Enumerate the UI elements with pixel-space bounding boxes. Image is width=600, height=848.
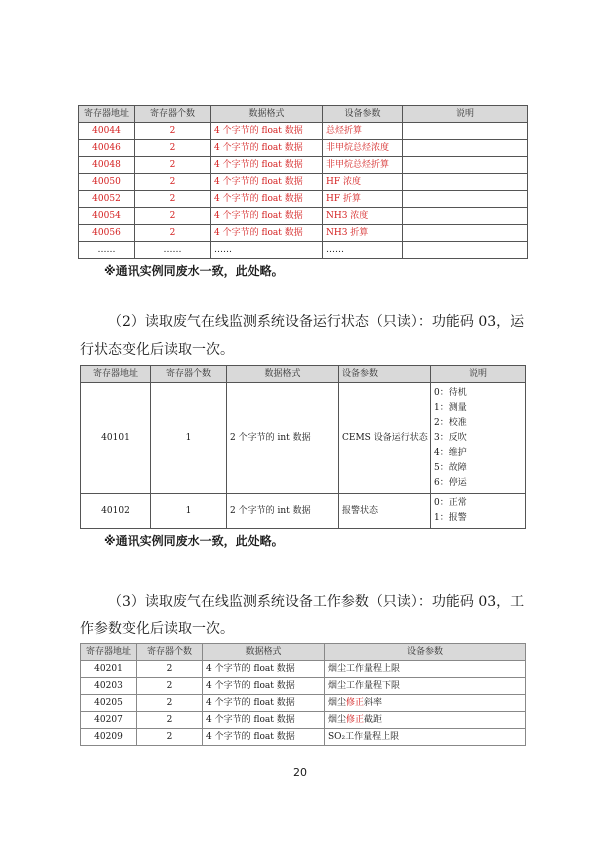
cell-param: [325, 678, 526, 695]
header-count: 寄存器个数: [151, 366, 227, 383]
alarm-code: 0：正常: [434, 498, 467, 508]
cell-address: 40207: [81, 712, 137, 729]
section-3-line2: 作参数变化后读取一次。: [80, 621, 234, 637]
cell-format: 4 个字节的 float 数据: [211, 225, 323, 242]
table-row: [81, 729, 526, 746]
register-table-run-status: [80, 365, 526, 529]
cell-address: 40102: [81, 494, 151, 529]
table-row: [79, 140, 528, 157]
cell-count: 2: [137, 661, 203, 678]
status-code: 0：待机: [434, 387, 467, 398]
param-highlight: 修正: [346, 698, 365, 708]
table-row: [81, 695, 526, 712]
cell-format: 4 个字节的 float 数据: [211, 208, 323, 225]
param-text: SO₂工作量程上限: [328, 732, 400, 742]
cell-count: 2: [137, 678, 203, 695]
cell-address: 40046: [79, 140, 135, 157]
table-row: [79, 157, 528, 174]
header-address: 寄存器地址: [79, 106, 135, 123]
cell-param: HF 折算: [323, 191, 403, 208]
cell-address: 40209: [81, 729, 137, 746]
cell-address: ……: [79, 242, 135, 259]
cell-address: 40050: [79, 174, 135, 191]
cell-count: 2: [137, 729, 203, 746]
cell-count: 1: [151, 494, 227, 529]
cell-desc: [403, 174, 528, 191]
header-address: 寄存器地址: [81, 644, 137, 661]
cell-address: 40201: [81, 661, 137, 678]
cell-param: 总烃折算: [323, 123, 403, 140]
header-desc: 说明: [403, 106, 528, 123]
header-format: 数据格式: [203, 644, 325, 661]
table-row: [81, 712, 526, 729]
cell-param: NH3 折算: [323, 225, 403, 242]
cell-format: 4 个字节的 float 数据: [211, 191, 323, 208]
cell-param: 非甲烷总烃浓度: [323, 140, 403, 157]
table-row: [79, 208, 528, 225]
header-count: 寄存器个数: [135, 106, 211, 123]
param-text-after: 截距: [364, 715, 383, 725]
cell-param: 报警状态: [339, 494, 431, 529]
header-format: 数据格式: [211, 106, 323, 123]
table-row-ellipsis: [79, 242, 528, 259]
register-table-emissions: [78, 105, 528, 259]
cell-count: ……: [135, 242, 211, 259]
cell-address: 40203: [81, 678, 137, 695]
cell-param: NH3 浓度: [323, 208, 403, 225]
cell-desc: [403, 123, 528, 140]
cell-format: 4 个字节的 float 数据: [203, 729, 325, 746]
cell-desc-alarm-codes: [431, 494, 526, 529]
cell-count: 2: [135, 140, 211, 157]
cell-count: 2: [135, 157, 211, 174]
cell-count: 1: [151, 383, 227, 494]
param-text: 烟尘工作量程上限: [328, 664, 401, 674]
cell-count: 2: [137, 695, 203, 712]
param-highlight: 修正: [346, 715, 365, 725]
cell-param: [325, 661, 526, 678]
cell-param: CEMS 设备运行状态: [339, 383, 431, 494]
table-row: [79, 225, 528, 242]
table-row: [81, 383, 526, 494]
cell-count: 2: [137, 712, 203, 729]
cell-param: [325, 712, 526, 729]
cell-desc: [403, 225, 528, 242]
status-code: 4：维护: [434, 447, 467, 458]
cell-format: 4 个字节的 float 数据: [203, 712, 325, 729]
status-code: 5：故障: [434, 462, 467, 473]
status-code: 6：停运: [434, 477, 467, 488]
register-table-work-params: [80, 643, 526, 746]
table-row: [81, 661, 526, 678]
header-address: 寄存器地址: [81, 366, 151, 383]
cell-format: 4 个字节的 float 数据: [211, 140, 323, 157]
cell-count: 2: [135, 191, 211, 208]
status-code: 1：测量: [434, 402, 467, 413]
header-count: 寄存器个数: [137, 644, 203, 661]
alarm-code: 1：报警: [434, 513, 467, 523]
cell-format: 4 个字节的 float 数据: [211, 174, 323, 191]
cell-desc: [403, 208, 528, 225]
param-text: 烟尘: [328, 698, 347, 708]
cell-address: 40101: [81, 383, 151, 494]
header-param: 设备参数: [339, 366, 431, 383]
cell-format: ……: [211, 242, 323, 259]
cell-format: 4 个字节的 float 数据: [203, 678, 325, 695]
table-header-row: [81, 644, 526, 661]
table-row: [81, 494, 526, 529]
note-comm-example-1: ※通讯实例同废水一致，此处略。: [104, 264, 284, 278]
cell-format: 2 个字节的 int 数据: [227, 383, 339, 494]
header-format: 数据格式: [227, 366, 339, 383]
cell-count: 2: [135, 123, 211, 140]
cell-param: [325, 729, 526, 746]
param-text-after: 斜率: [364, 698, 383, 708]
note-comm-example-2: ※通讯实例同废水一致，此处略。: [104, 534, 284, 548]
table-row: [81, 678, 526, 695]
param-text: 烟尘: [328, 715, 347, 725]
cell-format: 4 个字节的 float 数据: [203, 661, 325, 678]
table-row: [79, 123, 528, 140]
cell-desc: [403, 242, 528, 259]
header-desc: 说明: [431, 366, 526, 383]
section-2-line1: （2）读取废气在线监测系统设备运行状态（只读）：功能码 03，运: [108, 314, 525, 330]
cell-format: 4 个字节的 float 数据: [211, 123, 323, 140]
header-param: 设备参数: [323, 106, 403, 123]
cell-address: 40054: [79, 208, 135, 225]
table-row: [79, 174, 528, 191]
cell-desc: [403, 157, 528, 174]
cell-format: 4 个字节的 float 数据: [211, 157, 323, 174]
cell-format: 2 个字节的 int 数据: [227, 494, 339, 529]
cell-count: 2: [135, 208, 211, 225]
page-number: 20: [293, 766, 307, 779]
cell-param: HF 浓度: [323, 174, 403, 191]
header-param: 设备参数: [325, 644, 526, 661]
section-3-line1: （3）读取废气在线监测系统设备工作参数（只读）：功能码 03，工: [108, 594, 525, 610]
cell-address: 40052: [79, 191, 135, 208]
table-header-row: [79, 106, 528, 123]
cell-count: 2: [135, 174, 211, 191]
section-2-line2: 行状态变化后读取一次。: [80, 342, 234, 358]
status-code: 2：校准: [434, 417, 467, 428]
cell-format: 4 个字节的 float 数据: [203, 695, 325, 712]
table-header-row: [81, 366, 526, 383]
cell-desc-status-codes: [431, 383, 526, 494]
cell-address: 40048: [79, 157, 135, 174]
cell-desc: [403, 191, 528, 208]
table-row: [79, 191, 528, 208]
param-text: 烟尘工作量程下限: [328, 681, 401, 691]
cell-desc: [403, 140, 528, 157]
cell-address: 40205: [81, 695, 137, 712]
cell-address: 40044: [79, 123, 135, 140]
cell-param: 非甲烷总烃折算: [323, 157, 403, 174]
cell-param: ……: [323, 242, 403, 259]
cell-count: 2: [135, 225, 211, 242]
cell-param: [325, 695, 526, 712]
status-code: 3：反吹: [434, 432, 467, 443]
cell-address: 40056: [79, 225, 135, 242]
